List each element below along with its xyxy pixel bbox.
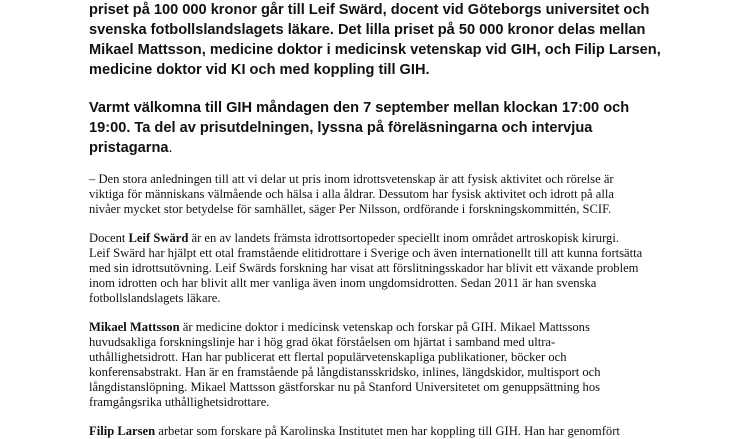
filip-line1-rest: arbetar som forskare på Karolinska Institutet men har koppling till GIH. Han har genomfört (155, 424, 620, 438)
intro-paragraph (89, 0, 661, 80)
quote-paragraph (89, 172, 649, 217)
mikael-line: framgångsrika uthållighetsidrottare. (89, 395, 270, 409)
leif-line: Leif Swärd har hjälpt ett otal framstående elitidrottare i Sverige och även internationellt till att kunna fortsätta (89, 246, 643, 260)
welcome-line-text: pristagarna (89, 140, 169, 156)
mikael-line (89, 320, 649, 335)
mikael-name: Mikael Mattsson (89, 320, 180, 334)
leif-sward-paragraph (89, 231, 649, 306)
quote-line: – Den stora anledningen till att vi delar ut pris inom idrottsvetenskap är att fysisk aktivitet och rörelse är (89, 172, 614, 186)
mikael-line: huvudsakliga forskningslinje har i hög grad ökat förståelsen om hjärtat i samband med ultra- (89, 335, 556, 349)
mikael-mattsson-paragraph (89, 320, 649, 410)
filip-larsen-paragraph (89, 424, 649, 439)
mikael-line: långdistanslöpning. Mikael Mattsson gästforskar nu på Stanford Universitetet om genuppsättning hos (89, 380, 601, 394)
leif-line: med sin idrottsutövning. Leif Swärds forskning har visat att förslitningsskador har blivit ett växande problem (89, 261, 639, 275)
intro-line: Mikael Mattsson, medicine doktor i medicinsk vetenskap vid GIH, och Filip Larsen, (89, 42, 661, 58)
leif-line (89, 231, 649, 246)
intro-line: medicine doktor vid KI och med koppling till GIH. (89, 62, 430, 78)
intro-line: priset på 100 000 kronor går till Leif Swärd, docent vid Göteborgs universitet och (89, 2, 650, 18)
welcome-line: Varmt välkomna till GIH måndagen den 7 september mellan klockan 17:00 och (89, 100, 630, 116)
leif-line1-rest: är en av landets främsta idrottsortopeder speciellt inom området artroskopisk kirurgi. (188, 231, 619, 245)
filip-line (89, 424, 649, 439)
leif-line: inom idrotten och har blivit allt mer vanliga även inom ungdomsidrotten. Sedan 2011 är han svenska (89, 276, 597, 290)
leif-prefix: Docent (89, 231, 129, 245)
welcome-paragraph (89, 98, 649, 158)
leif-name: Leif Swärd (128, 231, 189, 245)
welcome-line (89, 138, 649, 158)
mikael-line: konferensabstrakt. Han är en framstående på långdistansskridsko, inlines, längdskidor, multisport och (89, 365, 601, 379)
mikael-line1-rest: är medicine doktor i medicinsk vetenskap och forskar på GIH. Mikael Mattssons (179, 320, 590, 334)
quote-line: viktiga för människans välmående och hälsa i alla åldrar. Dessutom har fysisk aktivitet och idrott på alla (89, 187, 614, 201)
intro-line: svenska fotbollslandslagets läkare. Det lilla priset på 50 000 kronor delas mellan (89, 22, 646, 38)
mikael-line: uthållighetsidrott. Han har publicerat ett flertal populärvetenskapliga publikationer, böcker och (89, 350, 567, 364)
welcome-period: . (168, 140, 173, 156)
document-page (89, 0, 661, 439)
filip-name: Filip Larsen (89, 424, 156, 438)
welcome-line: 19:00. Ta del av prisutdelningen, lyssna på föreläsningarna och intervjua (89, 120, 593, 136)
quote-line: nivåer mycket stor betydelse för samhället, säger Per Nilsson, ordförande i forskningskommittén, SCIF. (89, 202, 612, 216)
leif-line: fotbollslandslagets läkare. (89, 291, 221, 305)
